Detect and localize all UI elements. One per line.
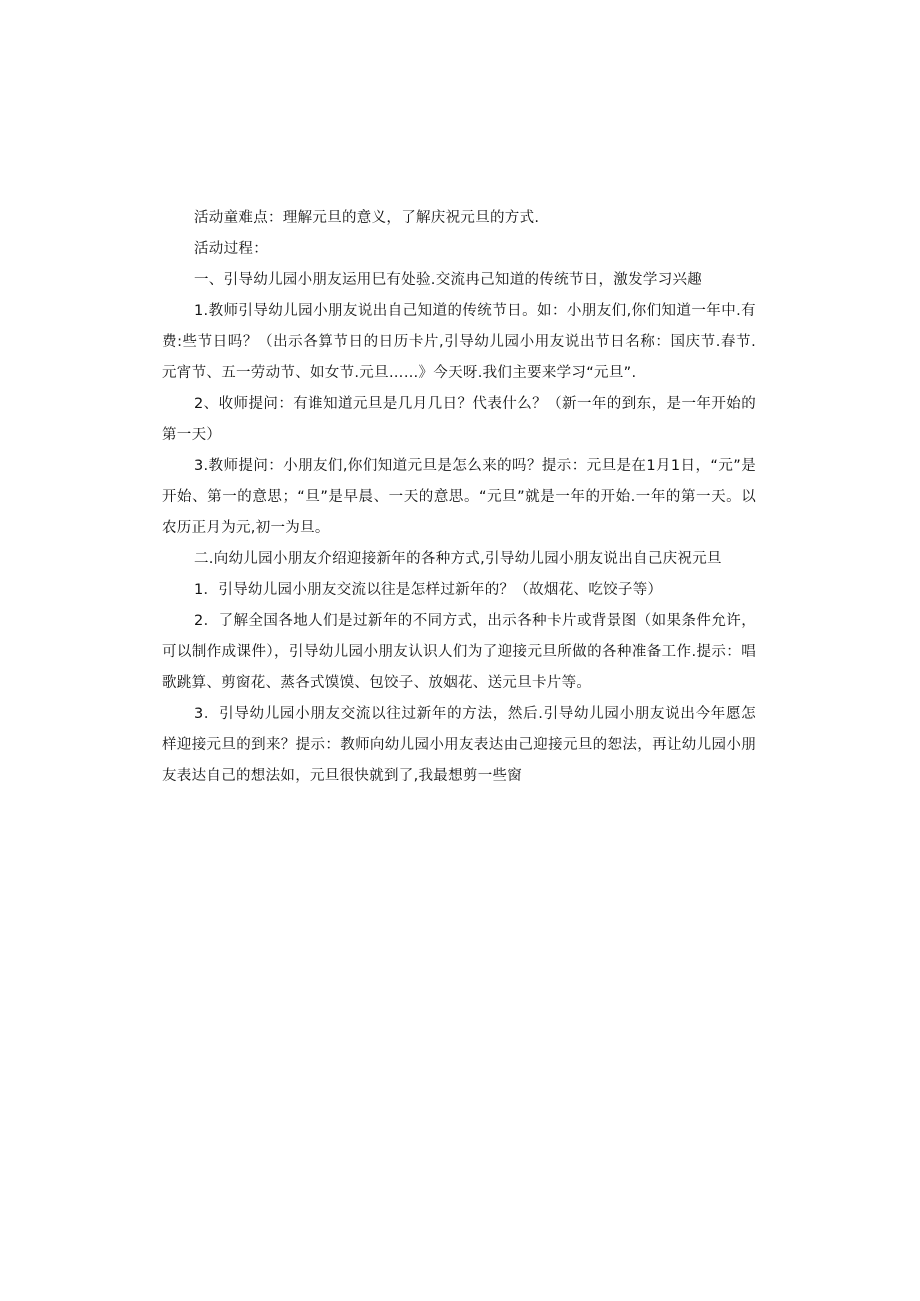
paragraph-section-one-item-1: 1.教师引导幼儿园小朋友说出自己知道的传统节日。如：小朋友们,你们知道一年中.有费:些节日吗？（出示各算节日的日历卡片,引导幼儿园小用友说出节日名称：国庆节.春节.元宵节、五一劳动节、如女节.元旦……》今天呀.我们主要来学习“元旦”. [162, 303, 756, 381]
paragraph-section-two-heading: 二.向幼儿园小朋友介绍迎接新年的各种方式,引导幼儿园小朋友说出自己庆祝元旦 [194, 551, 722, 567]
paragraph-section-two-item-2: 2．了解全国各地人们是过新年的不同方式，出示各种卡片或背景图（如果条件允许，可以制作成课件），引导幼儿园小朋友认识人们为了迎接元旦所做的各种准备工作.提示：唱歌跳算、剪窗花、蒸各式馍馍、包饺子、放姻花、送元旦卡片等。 [162, 613, 756, 691]
document-body [162, 203, 756, 792]
paragraph-section-one-heading: 一、引导幼儿园小朋友运用巳有处验.交流冉己知道的传统节日，激发学习兴趣 [194, 272, 703, 288]
paragraph-section-one-item-3: 3.教师提问：小朋友们,你们知道元旦是怎么来的吗？提示：元旦是在1月1日，“元”是开始、第一的意思；“旦”是早晨、一天的意思。“元旦”就是一年的开始.一年的第一天。以农历正月为元,初一为旦。 [162, 458, 756, 536]
paragraph-section-one-item-2: 2、收师提问：有谁知道元旦是几月几日？代表什么？（新一年的到东，是一年开始的第一天） [162, 396, 756, 443]
paragraph-process-heading: 活动过程： [194, 241, 268, 257]
paragraph-difficulty: 活动童难点：理解元旦的意义，了解庆祝元旦的方式. [194, 210, 540, 226]
paragraph-section-two-item-1: 1．引导幼儿园小朋友交流以往是怎样过新年的？（故烟花、吃饺子等） [194, 582, 663, 598]
paragraph-section-two-item-3: 3．引导幼儿园小朋友交流以往过新年的方法，然后.引导幼儿园小朋友说出今年愿怎样迎接元旦的到来？提示：教师向幼儿园小用友表达由己迎接元旦的恕法，再让幼儿园小朋友表达自己的想法如，元旦很快就到了,我最想剪一些窗 [162, 706, 756, 784]
